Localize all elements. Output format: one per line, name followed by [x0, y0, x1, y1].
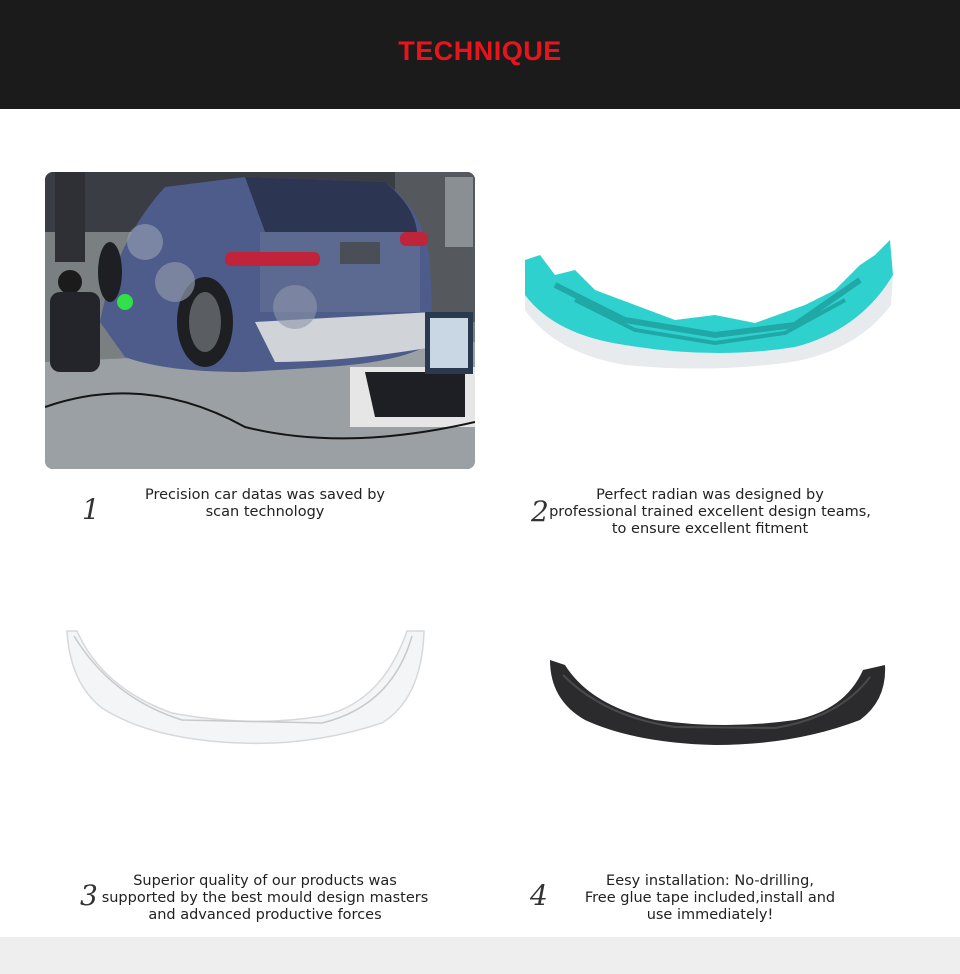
- page-title: TECHNIQUE: [398, 36, 562, 66]
- step-caption-2: [549, 487, 871, 538]
- step-number-3: 3: [80, 879, 98, 912]
- white-front-lip: [62, 628, 430, 746]
- caption-line: use immediately!: [646, 907, 774, 923]
- step-number-2: 2: [531, 495, 549, 528]
- carbon-front-lip: [545, 655, 890, 750]
- footer-strip: [0, 937, 960, 974]
- step-caption-1: [115, 487, 415, 521]
- caption-line: Perfect radian was designed by: [596, 487, 824, 503]
- car-scan-photo: [45, 172, 475, 469]
- caption-line: Precision car datas was saved by: [144, 487, 385, 503]
- caption-line: professional trained excellent design teams,: [549, 504, 871, 520]
- caption-line: to ensure excellent fitment: [611, 521, 809, 537]
- caption-line: scan technology: [205, 504, 325, 520]
- header-banner: [0, 0, 960, 109]
- step-number-4: 4: [530, 879, 548, 912]
- scanned-lip-model: [515, 235, 895, 375]
- step-caption-3: [100, 873, 430, 924]
- caption-line: supported by the best mould design masters: [101, 890, 429, 906]
- caption-line: Superior quality of our products was: [133, 873, 397, 889]
- caption-line: Free glue tape included,install and: [584, 890, 836, 906]
- step-number-1: 1: [82, 493, 100, 526]
- caption-line: Eesy installation: No-drilling,: [606, 873, 814, 889]
- caption-line: and advanced productive forces: [148, 907, 382, 923]
- step-caption-4: [570, 873, 850, 924]
